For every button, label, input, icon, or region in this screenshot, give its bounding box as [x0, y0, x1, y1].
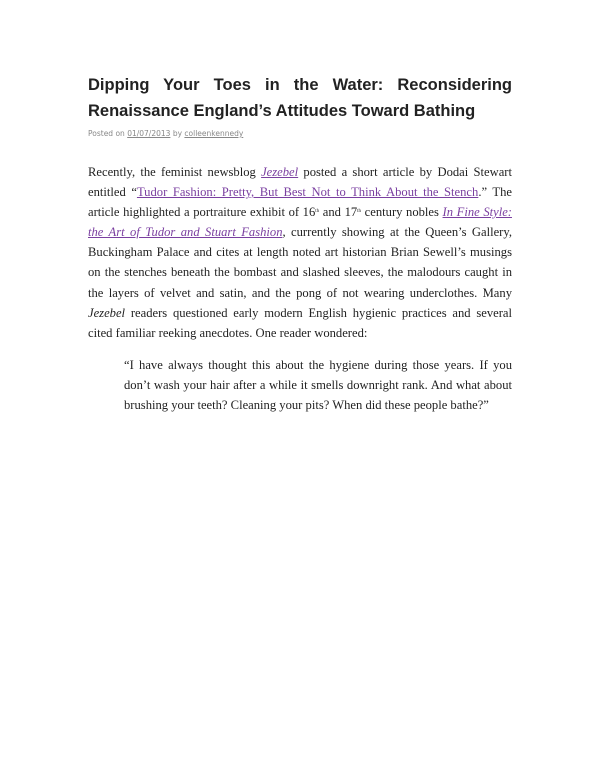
body-text: , currently showing at the Queen’s Gallery, Buckingham Palace and cites at length noted art historian Brian Sewell’s musings on the stenches beneath the bombast and slashed sleeves, the malodours caught in the layers of velvet and satin, and the pong of not wearing underclothes. Many [88, 225, 513, 300]
article-title: Dipping Your Toes in the Water: Reconsidering Renaissance England’s Attitudes Toward Bathing [88, 76, 512, 120]
body-text: century nobles [361, 205, 443, 220]
tudor-fashion-link[interactable]: Tudor Fashion: Pretty, But Best Not to Think About the Stench [136, 185, 479, 200]
post-date-link[interactable]: 01/07/2013 [127, 129, 171, 138]
body-text: posted a short article by Dodai Stewart entitled “ [88, 165, 512, 200]
jezebel-emphasis: Jezebel [88, 305, 126, 320]
body-text: readers questioned early modern English hygienic practices and several cited familiar reeking anecdotes. One reader wondered: [88, 305, 512, 340]
body-text: and 17 [319, 205, 358, 220]
jezebel-link[interactable] [261, 165, 298, 179]
body-text: Recently, the feminist newsblog [88, 165, 262, 179]
by-label: by [172, 129, 183, 138]
post-meta [88, 129, 512, 139]
posted-on-label: Posted on [88, 129, 125, 138]
ordinal-suffix: th [315, 209, 320, 215]
in-fine-style-link-text: In Fine Style: the Art of Tudor and Stuart Fashion [88, 205, 512, 240]
body-text: .” The article highlighted a portraiture exhibit of 16 [88, 185, 512, 220]
reader-quote: “I have always thought this about the hygiene during those years. If you don’t wash your hair after a while it smells downright rank. And what about brushing your teeth? Cleaning your pits? When did these people bathe?” [124, 358, 512, 413]
author-link[interactable]: colleenkennedy [184, 129, 244, 138]
ordinal-suffix: th [357, 209, 362, 215]
article-paragraph [88, 162, 512, 343]
jezebel-link-text: Jezebel [261, 165, 299, 179]
